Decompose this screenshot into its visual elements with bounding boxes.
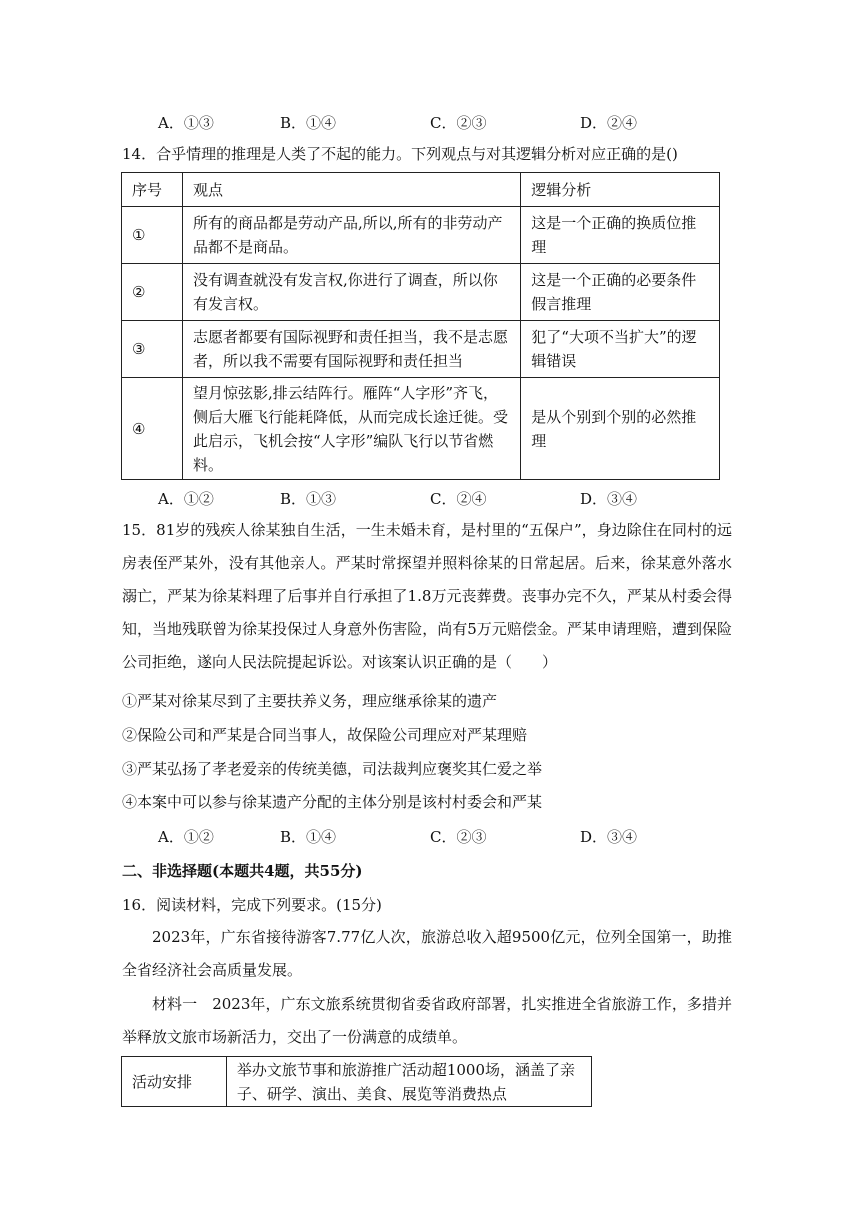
row-analysis: 这是一个正确的必要条件假言推理: [521, 264, 720, 321]
option-c: C．②③: [430, 828, 487, 846]
option-b: B．①④: [280, 828, 337, 846]
option-a: A．①②: [158, 828, 214, 846]
row-view: 志愿者都要有国际视野和责任担当，我不是志愿者，所以我不需要有国际视野和责任担当: [182, 321, 520, 378]
option-a: A．①③: [158, 114, 214, 132]
row-label: 活动安排: [122, 1057, 227, 1107]
table-row: [122, 321, 720, 378]
q16-intro: 2023年，广东省接待游客7.77亿人次，旅游总收入超9500亿元，位列全国第一，助推全省经济社会高质量发展。: [122, 928, 732, 979]
table-row: [122, 378, 720, 480]
q14-stem: 14．合乎情理的推理是人类了不起的能力。下列观点与对其逻辑分析对应正确的是(): [122, 145, 678, 163]
row-num: ④: [122, 378, 183, 480]
q16-stem: 16．阅读材料，完成下列要求。(15分): [122, 896, 382, 914]
option-c: C．②④: [430, 490, 487, 508]
row-num: ③: [122, 321, 183, 378]
row-view: 所有的商品都是劳动产品,所以,所有的非劳动产品都不是商品。: [182, 207, 520, 264]
header-num: 序号: [122, 173, 183, 207]
q15-statement-4: ④本案中可以参与徐某遗产分配的主体分别是该村村委会和严某: [122, 793, 543, 811]
row-view: 望月惊弦影,排云结阵行。雁阵“人字形”齐飞，侧后大雁飞行能耗降低，从而完成长途迁徙。受此启示，飞机会按“人字形”编队飞行以节省燃料。: [182, 378, 520, 480]
table-header-row: [122, 173, 720, 207]
q13-options: [158, 112, 758, 136]
q15-statement-2: ②保险公司和严某是合同当事人，故保险公司理应对严某理赔: [122, 726, 528, 744]
q14-table: [121, 172, 720, 480]
q15-stem: 15．81岁的残疾人徐某独自生活，一生未婚未育，是村里的“五保户”，身边除住在同村的远房表侄严某外，没有其他亲人。严某时常探望并照料徐某的日常起居。后来，徐某意外落水溺亡，严某为徐某料理了后事并自行承担了1.8万元丧葬费。丧事办完不久，严某从村委会得知，当地残联曾为徐某投保过人身意外伤害险，尚有5万元赔偿金。严某申请理赔，遭到保险公司拒绝，遂向人民法院提起诉讼。对该案认识正确的是（ ）: [122, 521, 732, 671]
option-c: C．②③: [430, 114, 487, 132]
row-analysis: 这是一个正确的换质位推理: [521, 207, 720, 264]
q15-statement-3: ③严某弘扬了孝老爱亲的传统美德，司法裁判应褒奖其仁爱之举: [122, 760, 543, 778]
row-content: 举办文旅节事和旅游推广活动超1000场，涵盖了亲子、研学、演出、美食、展览等消费热点: [226, 1057, 591, 1107]
q14-options: [158, 488, 758, 512]
row-num: ①: [122, 207, 183, 264]
row-num: ②: [122, 264, 183, 321]
option-a: A．①②: [158, 490, 214, 508]
option-b: B．①③: [280, 490, 337, 508]
option-b: B．①④: [280, 114, 337, 132]
q16-table: [121, 1056, 592, 1107]
q15-statement-1: ①严某对徐某尽到了主要扶养义务，理应继承徐某的遗产: [122, 692, 498, 710]
row-analysis: 犯了“大项不当扩大”的逻辑错误: [521, 321, 720, 378]
q15-options: [158, 826, 758, 850]
option-d: D．②④: [580, 114, 638, 132]
table-row: [122, 1057, 592, 1107]
option-d: D．③④: [580, 490, 638, 508]
table-row: [122, 207, 720, 264]
row-view: 没有调查就没有发言权,你进行了调查，所以你有发言权。: [182, 264, 520, 321]
q16-material-1: 材料一 2023年，广东文旅系统贯彻省委省政府部署，扎实推进全省旅游工作，多措并举释放文旅市场新活力，交出了一份满意的成绩单。: [122, 995, 732, 1046]
row-analysis: 是从个别到个别的必然推理: [521, 378, 720, 480]
option-d: D．③④: [580, 828, 638, 846]
table-row: [122, 264, 720, 321]
header-analysis: 逻辑分析: [521, 173, 720, 207]
section-title: 二、非选择题(本题共4题，共55分): [122, 862, 363, 880]
header-view: 观点: [182, 173, 520, 207]
